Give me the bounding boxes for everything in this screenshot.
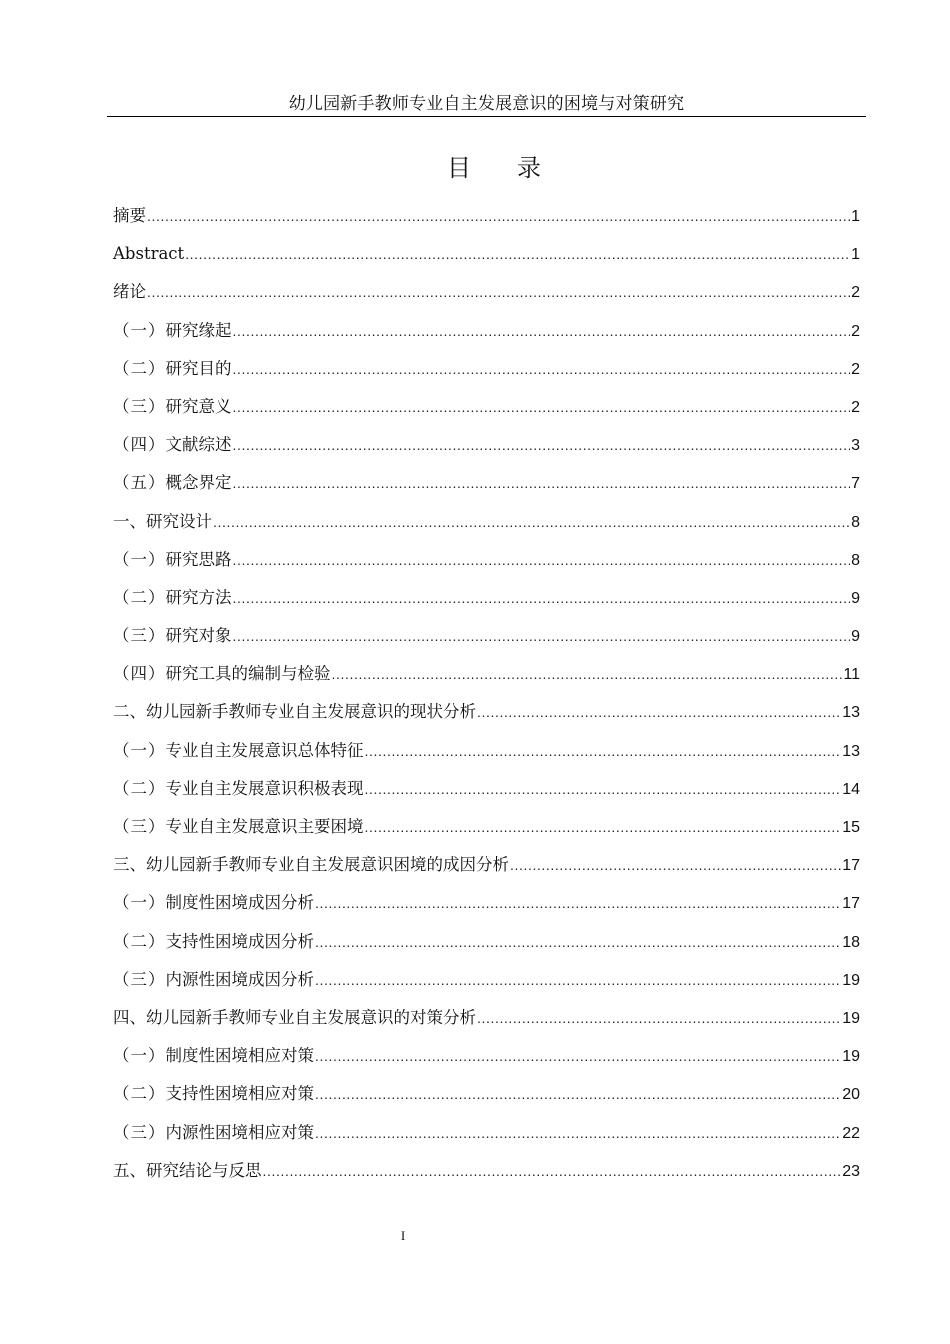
toc-entry-title: 专业自主发展意识总体特征 [165, 740, 364, 760]
toc-dot-leader [233, 350, 851, 388]
toc-entry-page: 8 [851, 513, 860, 531]
toc-entry[interactable] [113, 999, 860, 1037]
toc-entry-page: 20 [842, 1086, 860, 1104]
toc-entry-page: 11 [843, 666, 860, 684]
toc-dot-leader [332, 655, 843, 693]
toc-entry-page: 14 [842, 780, 860, 798]
toc-dot-leader [315, 923, 841, 961]
toc-dot-leader [147, 273, 850, 311]
toc-entry-title: 幼儿园新手教师专业自主发展意识困境的成因分析 [146, 855, 509, 875]
toc-entry[interactable] [113, 350, 860, 388]
page-header: 幼儿园新手教师专业自主发展意识的困境与对策研究 [107, 92, 866, 117]
toc-entry-title: 摘要 [113, 206, 146, 225]
toc-entry[interactable] [113, 312, 860, 350]
toc-entry-number: （二） [113, 358, 166, 378]
toc-entry-page: 8 [851, 551, 860, 569]
toc-entry[interactable] [113, 541, 860, 579]
toc-entry-page: 1 [851, 246, 860, 264]
toc-entry-title: 研究结论与反思 [146, 1160, 262, 1180]
toc-entry-page: 2 [851, 398, 860, 416]
toc-entry-number: （二） [113, 778, 166, 798]
toc-entry-page: 13 [842, 742, 860, 760]
toc-entry[interactable] [113, 655, 860, 693]
page-number: I [400, 1228, 406, 1243]
toc-entry-title: 绪论 [113, 282, 146, 302]
toc-entry-title: 文献综述 [165, 435, 232, 455]
toc-entry-page: 18 [842, 933, 860, 951]
toc-entry-number: （三） [113, 1122, 166, 1142]
toc-entry[interactable] [113, 426, 860, 464]
toc-dot-leader [233, 541, 851, 579]
toc-entry-number: （一） [113, 740, 166, 760]
toc-entry-title: 研究目的 [165, 358, 232, 378]
toc-entry[interactable] [113, 273, 860, 311]
toc-entry-title: 研究设计 [146, 511, 212, 531]
toc-entry-number: （四） [113, 664, 166, 684]
toc-dot-leader [233, 464, 851, 502]
toc-entry-page: 23 [842, 1162, 860, 1180]
toc-dot-leader [233, 312, 851, 350]
toc-entry-number: （五） [113, 473, 166, 493]
toc-dot-leader [213, 503, 850, 541]
toc-entry-number: 二、 [113, 702, 146, 722]
toc-entry-page: 2 [851, 284, 860, 302]
toc-entry-page: 15 [842, 819, 860, 836]
toc-entry-number: （二） [113, 587, 166, 607]
toc-entry-title: 内源性困境成因分析 [165, 969, 314, 989]
toc-entry-title: 研究意义 [165, 396, 232, 416]
toc-entry[interactable] [113, 1114, 860, 1152]
toc-entry[interactable] [113, 808, 860, 846]
toc-entry[interactable] [113, 464, 860, 502]
toc-entry-title: 研究工具的编制与检验 [165, 664, 331, 684]
toc-entry-page: 19 [842, 1048, 860, 1066]
toc-dot-leader [365, 732, 842, 770]
toc-title [0, 148, 950, 183]
toc-entry[interactable] [113, 923, 860, 961]
toc-title-right: 录 [517, 154, 543, 182]
toc-dot-leader [365, 770, 842, 808]
toc-dot-leader [315, 1075, 841, 1113]
toc-entry-number: （一） [113, 893, 166, 913]
toc-entry[interactable] [113, 388, 860, 426]
toc-dot-leader [315, 1037, 841, 1075]
toc-dot-leader [233, 579, 851, 617]
toc-entry-title: 研究思路 [165, 549, 232, 569]
toc-entry[interactable] [113, 503, 860, 541]
toc-entry[interactable] [113, 732, 860, 770]
toc-entry-title: 幼儿园新手教师专业自主发展意识的现状分析 [146, 702, 476, 722]
toc-dot-leader [315, 961, 841, 999]
toc-entry[interactable] [113, 693, 860, 731]
toc-entry-title: 专业自主发展意识积极表现 [165, 778, 364, 798]
toc-entry[interactable] [113, 617, 860, 655]
toc-entry[interactable] [113, 1075, 860, 1113]
toc-entry[interactable] [113, 961, 860, 999]
toc-entry-page: 7 [851, 475, 860, 493]
toc-entry-page: 9 [851, 628, 860, 646]
toc-dot-leader [233, 426, 851, 464]
toc-entry-title: Abstract [113, 244, 185, 264]
toc-entry-title: 专业自主发展意识主要困境 [165, 817, 364, 836]
toc-entry-page: 1 [851, 208, 860, 225]
toc-entry[interactable] [113, 1037, 860, 1075]
toc-dot-leader [315, 884, 841, 922]
toc-entry-title: 内源性困境相应对策 [165, 1122, 314, 1142]
toc-entry-number: （四） [113, 435, 166, 455]
toc-entry-page: 2 [851, 360, 860, 378]
toc-dot-leader [510, 846, 841, 884]
toc-entry[interactable] [113, 579, 860, 617]
toc-entry-page: 3 [851, 437, 860, 455]
toc-dot-leader [365, 808, 842, 846]
toc-entry[interactable] [113, 846, 860, 884]
toc-entry-number: （三） [113, 817, 166, 836]
toc-entry-title: 研究对象 [165, 626, 232, 646]
toc-entry-number: （三） [113, 626, 166, 646]
toc-entry-page: 22 [842, 1124, 860, 1142]
toc-dot-leader [233, 388, 851, 426]
toc-entry-number: （三） [113, 396, 166, 416]
toc-dot-leader [315, 1114, 841, 1152]
toc-entry-number: （三） [113, 969, 166, 989]
toc-entry-title: 支持性困境成因分析 [165, 931, 314, 951]
toc-entry[interactable] [113, 884, 860, 922]
toc-entry-number: 五、 [113, 1160, 146, 1180]
toc-entry-title: 研究缘起 [165, 320, 232, 340]
toc-entry-number: （二） [113, 1084, 166, 1104]
toc-entry-number: （一） [113, 1046, 166, 1066]
toc-entry-page: 13 [842, 704, 860, 722]
toc-entry-page: 19 [842, 1009, 860, 1027]
toc-entry-number: 一、 [113, 511, 146, 531]
toc-entry-page: 2 [851, 322, 860, 340]
toc-entry-page: 19 [842, 971, 860, 989]
toc-entry-title: 支持性困境相应对策 [165, 1084, 314, 1104]
toc-entry-page: 17 [842, 895, 860, 913]
toc-dot-leader [477, 693, 841, 731]
toc-dot-leader [147, 197, 850, 235]
toc-dot-leader [263, 1152, 842, 1190]
toc-entry[interactable] [113, 770, 860, 808]
toc-title-left: 目 [447, 154, 473, 182]
toc-dot-leader [477, 999, 841, 1037]
table-of-contents [113, 197, 860, 1190]
toc-entry-number: 四、 [113, 1007, 146, 1027]
toc-entry[interactable] [113, 197, 860, 235]
toc-entry-number: 三、 [113, 855, 146, 875]
toc-entry-number: （二） [113, 931, 166, 951]
toc-entry-title: 制度性困境相应对策 [165, 1046, 314, 1066]
toc-entry-title: 幼儿园新手教师专业自主发展意识的对策分析 [146, 1007, 476, 1027]
toc-entry-number: （一） [113, 549, 166, 569]
toc-entry[interactable] [113, 235, 860, 273]
toc-entry-page: 17 [842, 857, 860, 875]
toc-dot-leader [233, 617, 851, 655]
toc-entry-title: 研究方法 [165, 587, 232, 607]
toc-dot-leader [185, 235, 850, 273]
toc-entry-title: 制度性困境成因分析 [165, 893, 314, 913]
toc-entry-number: （一） [113, 320, 166, 340]
toc-entry-title: 概念界定 [165, 473, 232, 493]
toc-entry-page: 9 [851, 589, 860, 607]
toc-entry[interactable] [113, 1152, 860, 1190]
